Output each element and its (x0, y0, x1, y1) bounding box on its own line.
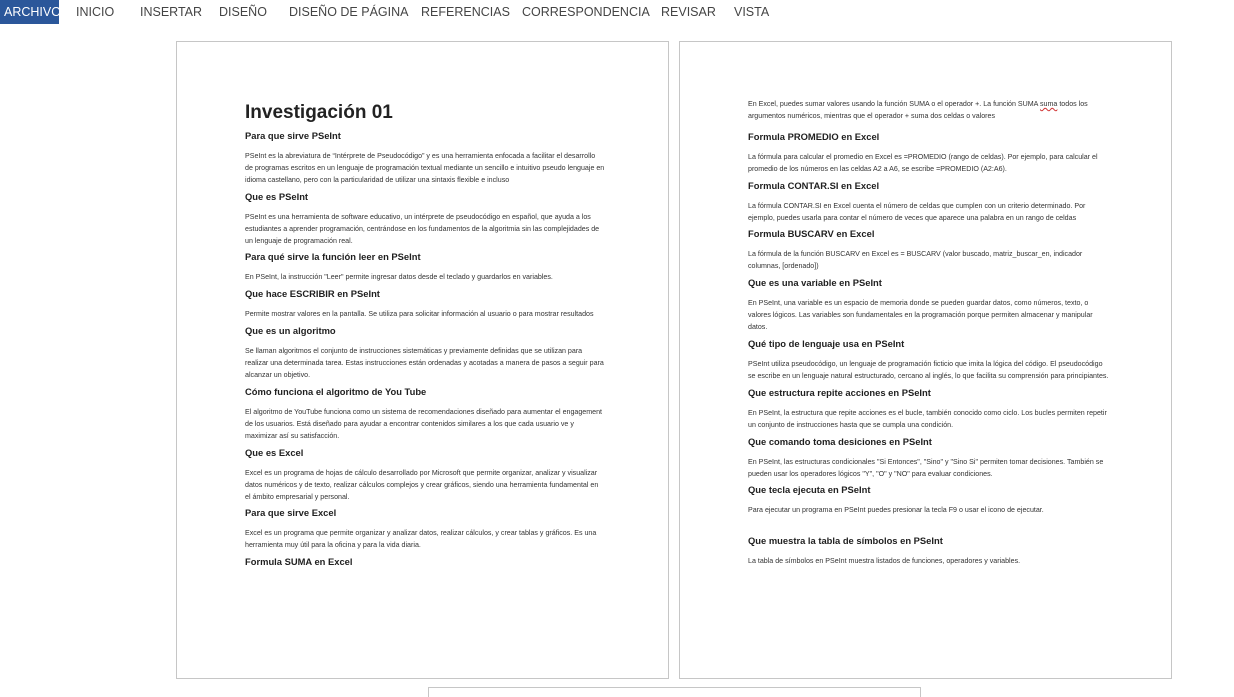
section-body: Excel es un programa que permite organizar y analizar datos, realizar cálculos, y crear tablas y gráficos. Es una herramienta muy útil para la oficina y para la vida diaria. (245, 529, 597, 550)
intro-text-before: En Excel, puedes sumar valores usando la función SUMA o el operador +. La función SUMA (748, 100, 1040, 108)
section-heading: Formula PROMEDIO en Excel (748, 130, 880, 142)
section-heading: Que es un algoritmo (245, 325, 336, 337)
section-body: PSeInt es una herramienta de software educativo, un intérprete de pseudocódigo en español, que ayuda a los estudiantes a aprender programación, centrándose en los fundamentos de la algoritmia sin las complejidades de un lenguaje de programación real. (245, 212, 600, 245)
intro-paragraph (748, 99, 1110, 123)
section-heading: Que estructura repite acciones en PSeInt (748, 386, 931, 398)
page-1-content (245, 102, 605, 577)
section-heading: Que muestra la tabla de símbolos en PSeInt (748, 535, 943, 547)
section-heading: Cómo funciona el algoritmo de You Tube (245, 385, 427, 397)
tab-insertar[interactable]: INSERTAR (140, 5, 203, 19)
section-heading: Formula SUMA en Excel (245, 556, 353, 568)
ribbon-tab-bar (0, 0, 1234, 24)
document-page-3-edge[interactable] (428, 687, 921, 697)
section-body: En PSeInt, las estructuras condicionales "Si Entonces", "Sino" y "Sino Si" permiten tomar decisiones. También se pueden usar los operadores lógicos "Y", "O" y "NO" para evaluar condiciones. (748, 457, 1104, 478)
tab-vista[interactable]: VISTA (734, 5, 770, 19)
section-heading: Que es PSeInt (245, 190, 309, 202)
document-title: Investigación 01 (245, 102, 393, 123)
tab-inicio[interactable]: INICIO (76, 5, 115, 19)
section-heading: Para que sirve PSeInt (245, 130, 341, 141)
section-body: La fórmula CONTAR.SI en Excel cuenta el número de celdas que cumplen con un criterio determinado. Por ejemplo, puedes usarla para contar el número de veces que aparece una palabra en un rango de celdas (748, 201, 1086, 222)
section-body: Se llaman algoritmos el conjunto de instrucciones sistemáticas y previamente definidas que se utilizan para realizar una determinada tarea. Estas instrucciones están ordenadas y acotadas a manera de pasos a seguir para alcanzar un objetivo. (245, 347, 604, 380)
section-body: En PSeInt, la instrucción "Leer" permite ingresar datos desde el teclado y guardarlos en variables. (245, 273, 553, 282)
document-workspace[interactable] (0, 24, 1234, 690)
section-body: Excel es un programa de hojas de cálculo desarrollado por Microsoft que permite organizar, analizar y visualizar datos numéricos y de texto, realizar cálculos complejos y crear gráficos, siendo una herramienta fundamental en el ámbito empresarial y personal. (245, 468, 599, 501)
section-heading: Que comando toma desiciones en PSeInt (748, 435, 932, 447)
tab-correspondencia[interactable]: CORRESPONDENCIA (522, 5, 650, 19)
section-heading: Para qué sirve la función leer en PSeInt (245, 251, 421, 263)
section-heading: Formula CONTAR.SI en Excel (748, 179, 880, 191)
section-body: Permite mostrar valores en la pantalla. Se utiliza para solicitar información al usuario o para mostrar resultados (245, 310, 594, 319)
section-heading: Que es una variable en PSeInt (748, 277, 882, 289)
section-body: La fórmula de la función BUSCARV en Excel es = BUSCARV (valor buscado, matriz_buscar_en, indicador columnas, [ordenado]) (748, 250, 1083, 271)
intro-text-after: todos los argumentos numéricos, mientras que el operador + suma dos celdas o valores (748, 100, 1088, 120)
document-page-2[interactable] (679, 41, 1172, 679)
section-body: En PSeInt, una variable es un espacio de memoria donde se pueden guardar datos, como números, texto, o valores lógicos. Las variables son fundamentales en la programación porque permiten almacenar y manipular datos. (748, 299, 1093, 332)
document-page-1[interactable] (176, 41, 669, 679)
section-heading: Qué tipo de lenguaje usa en PSeInt (748, 337, 905, 349)
section-body: El algoritmo de YouTube funciona como un sistema de recomendaciones diseñado para aumentar el engagement de los usuarios. Está diseñado para ayudar a encontrar contenidos similares a los que cada usuario ve y maximizar así su satisfacción. (245, 407, 603, 440)
section-body: PSeInt es la abreviatura de “Intérprete de Pseudocódigo” y es una herramienta enfocada a facilitar el desarrollo de programas escritos en un lenguaje de programación textual mediante un sencillo e intuitivo pseudo lenguaje en idioma castellano, pero con la particularidad de utilizar una sintaxis flexible e incluso (245, 152, 605, 184)
section-heading: Que tecla ejecuta en PSeInt (748, 484, 871, 496)
section-body: La fórmula para calcular el promedio en Excel es =PROMEDIO (rango de celdas). Por ejemplo, para calcular el promedio de los números en las celdas A2 a A6, se escribe =PROMEDIO (A2:A6). (748, 152, 1098, 173)
spelling-flagged-word[interactable]: suma (1040, 100, 1058, 108)
tab-revisar[interactable]: REVISAR (661, 5, 716, 19)
section-heading: Para que sirve Excel (245, 507, 337, 519)
tab-diseno[interactable]: DISEÑO (219, 5, 267, 19)
empty-paragraph (748, 521, 1110, 535)
section-heading: Que es Excel (245, 446, 304, 458)
section-body: La tabla de símbolos en PSeInt muestra listados de funciones, operadores y variables. (748, 557, 1021, 566)
page-2-content (748, 99, 1110, 572)
section-body: En PSeInt, la estructura que repite acciones es el bucle, también conocido como ciclo. Los bucles permiten repetir un conjunto de instrucciones hasta que se cumpla una condición. (748, 408, 1107, 429)
section-heading: Formula BUSCARV en Excel (748, 228, 875, 240)
tab-diseno-de-pagina[interactable]: DISEÑO DE PÁGINA (289, 5, 409, 19)
section-body: Para ejecutar un programa en PSeInt puedes presionar la tecla F9 o usar el icono de ejecutar. (748, 506, 1044, 515)
tab-archivo[interactable]: ARCHIVO (0, 0, 59, 24)
section-body: PSeInt utiliza pseudocódigo, un lenguaje de programación ficticio que imita la lógica del código. El pseudocódigo se escribe en un lenguaje natural estructurado, cercano al inglés, lo que facilita su comprensión para principiantes. (748, 359, 1109, 380)
tab-referencias[interactable]: REFERENCIAS (421, 5, 510, 19)
section-heading: Que hace ESCRIBIR en PSeInt (245, 288, 380, 300)
